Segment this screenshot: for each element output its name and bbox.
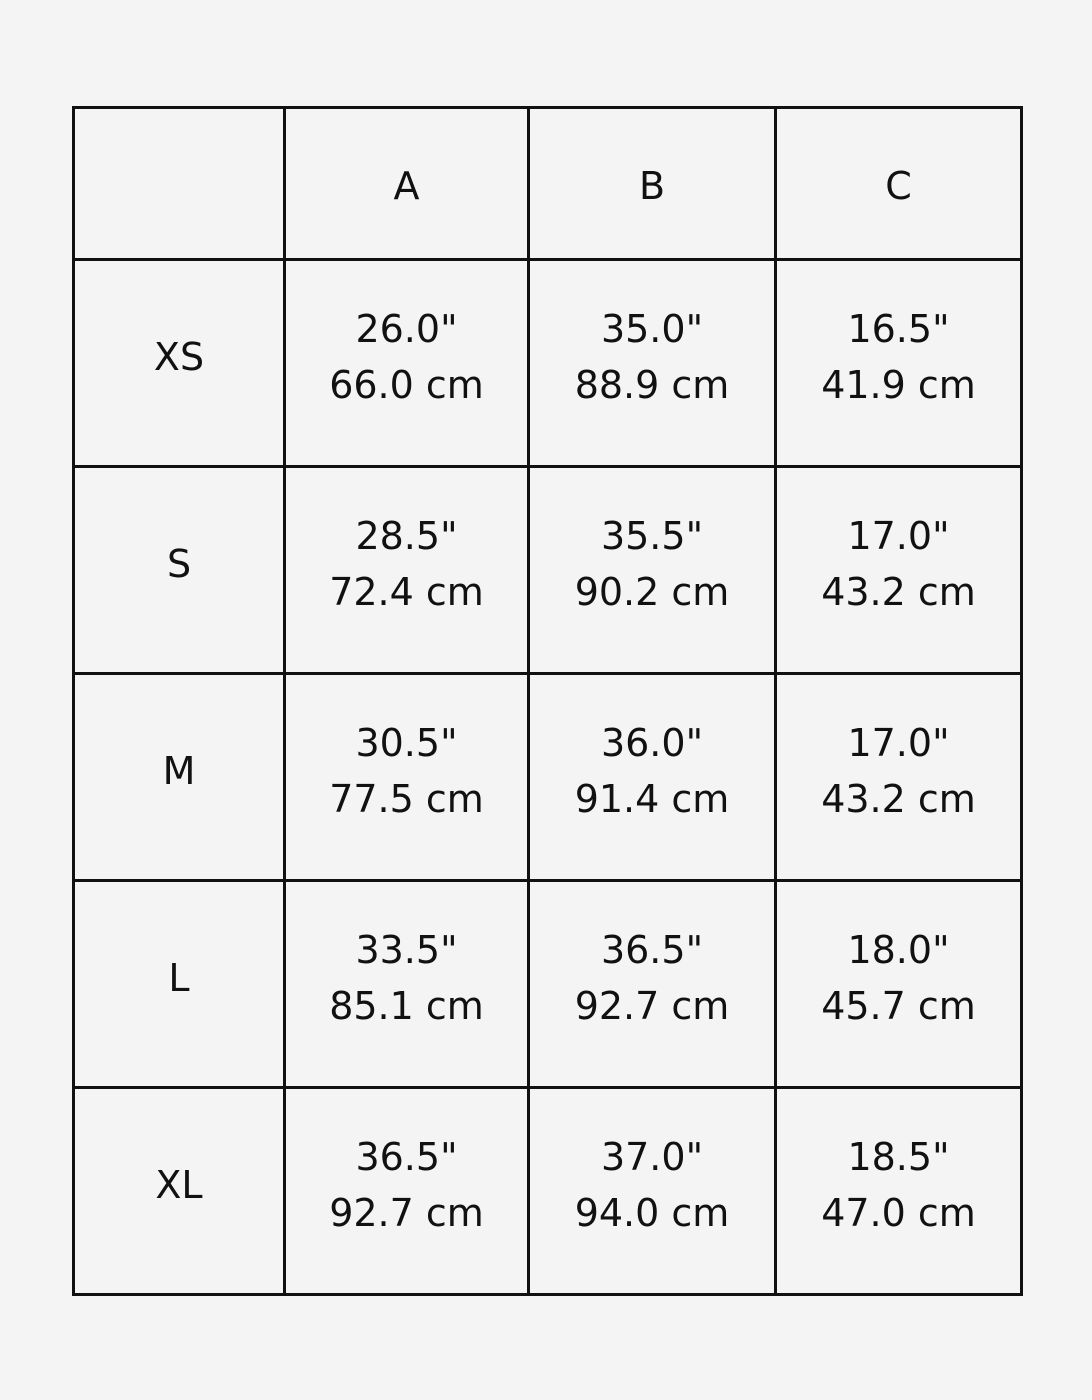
measurement-cell [285,674,529,881]
cm-value: 47.0 cm [821,1191,976,1235]
size-label-cell [74,260,285,467]
inch-value: 26.0" [355,307,458,351]
cm-value: 92.7 cm [329,1191,484,1235]
measurement-cell [776,467,1022,674]
cm-value: 88.9 cm [574,363,730,407]
inch-value: 18.5" [847,1135,950,1179]
measurement-cell [529,1088,776,1295]
measurement-cell [776,881,1022,1088]
size-label: M [162,749,196,793]
measurement-cell [529,467,776,674]
size-label-cell [74,674,285,881]
table-row [74,881,1022,1088]
inch-value: 36.5" [600,928,704,972]
measurement-cell [776,1088,1022,1295]
cm-value: 85.1 cm [329,984,484,1028]
inch-value: 30.5" [355,721,458,765]
measurement-cell [529,881,776,1088]
size-chart-table [72,106,1023,1296]
table-row [74,674,1022,881]
cm-value: 92.7 cm [574,984,730,1028]
cm-value: 72.4 cm [329,570,484,614]
cm-value: 77.5 cm [329,777,484,821]
inch-value: 35.0" [600,307,704,351]
inch-value: 33.5" [355,928,458,972]
measurement-cell [285,881,529,1088]
column-header-c: C [776,108,1022,260]
measurement-cell [776,674,1022,881]
table-row [74,467,1022,674]
table-row [74,260,1022,467]
corner-cell [74,108,285,260]
measurement-cell [776,260,1022,467]
table-row [74,1088,1022,1295]
cm-value: 43.2 cm [821,570,976,614]
cm-value: 90.2 cm [574,570,730,614]
size-label-cell [74,1088,285,1295]
inch-value: 17.0" [847,514,950,558]
cm-value: 94.0 cm [574,1191,730,1235]
inch-value: 16.5" [847,307,950,351]
cm-value: 66.0 cm [329,363,484,407]
cm-value: 41.9 cm [821,363,976,407]
measurement-cell [529,674,776,881]
cm-value: 43.2 cm [821,777,976,821]
column-header-a: A [285,108,529,260]
size-label: XS [153,335,205,379]
column-header-b: B [529,108,776,260]
inch-value: 35.5" [600,514,704,558]
size-label: XL [155,1163,203,1207]
inch-value: 36.0" [600,721,704,765]
inch-value: 18.0" [847,928,950,972]
inch-value: 28.5" [355,514,458,558]
size-label-cell [74,467,285,674]
size-label: L [168,956,190,1000]
size-label-cell [74,881,285,1088]
inch-value: 17.0" [847,721,950,765]
cm-value: 45.7 cm [821,984,976,1028]
measurement-cell [285,467,529,674]
inch-value: 37.0" [600,1135,704,1179]
size-label: S [166,542,192,586]
cm-value: 91.4 cm [574,777,730,821]
table-header-row [74,108,1022,260]
inch-value: 36.5" [355,1135,458,1179]
measurement-cell [285,260,529,467]
measurement-cell [285,1088,529,1295]
measurement-cell [529,260,776,467]
